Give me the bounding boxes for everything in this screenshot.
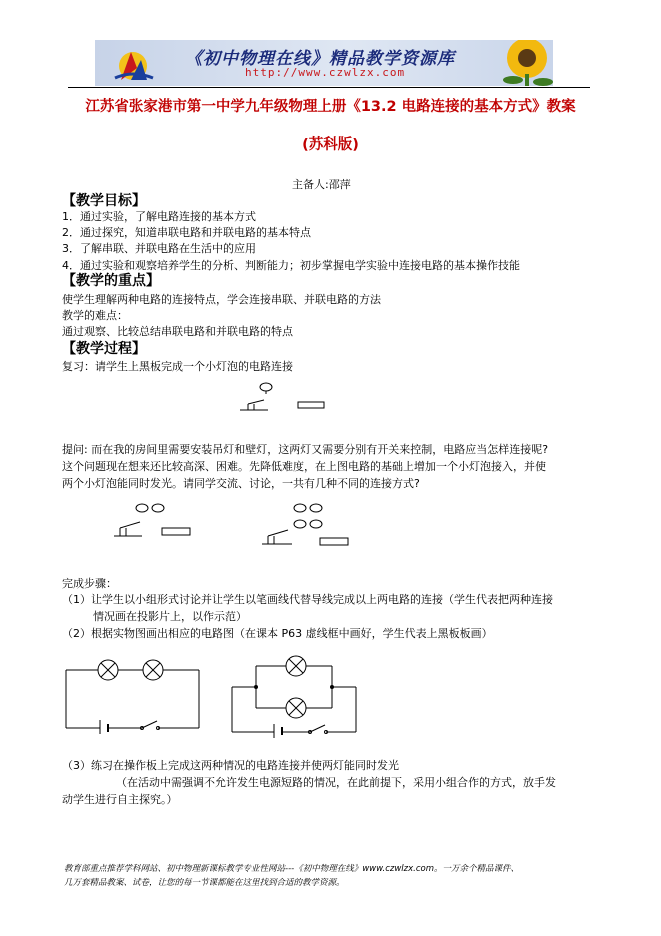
battery-icon	[162, 528, 190, 535]
bulb-icon	[136, 504, 164, 512]
objective-item-1: 1．通过实验，了解电路连接的基本方式	[62, 210, 256, 223]
parallel-circuit-diagram	[228, 654, 360, 738]
question-line-2: 这个问题现在想来还比较高深、困难。先降低难度，在上图电路的基础上增加一个小灯泡接入，并使	[62, 460, 546, 473]
switch-symbol	[141, 721, 160, 730]
key-points-heading: 【教学的重点】	[62, 273, 160, 289]
objectives-heading: 【教学目标】	[62, 193, 146, 209]
step1-line-2: 情况画在投影片上，以作示范）	[93, 610, 247, 623]
battery-icon	[320, 538, 348, 545]
bulb-icon	[294, 504, 322, 528]
junction-dot	[330, 685, 334, 689]
footer-line-2: 几万套精品教案、试卷，让您的每一节课都能在这里找到合适的教学资源。	[64, 878, 345, 888]
junction-dot	[254, 685, 258, 689]
question-line-3: 两个小灯泡能同时发光。请同学交流、讨论，一共有几种不同的连接方式?	[62, 477, 420, 490]
site-banner	[95, 40, 553, 86]
note-line-1: （在活动中需强调不允许发生电源短路的情况，在此前提下，采用小组合作的方式，放手发	[116, 776, 556, 789]
two-bulb-parallel-sketch	[258, 498, 368, 554]
switch-icon	[114, 522, 142, 536]
step2-text: （2）根据实物图画出相应的电路图（在课本 P63 虚线框中画好，学生代表上黑板板画）	[62, 627, 493, 640]
objective-item-3: 3．了解串联、并联电路在生活中的应用	[62, 242, 256, 255]
lamp-symbol	[286, 656, 306, 676]
banner-rule	[68, 87, 590, 88]
footer-line-1: 教育部重点推荐学科网站、初中物理新课标教学专业性网站---《初中物理在线》www.czwlzx.com。一万余个精品课件、	[64, 864, 520, 874]
switch-symbol	[309, 725, 328, 734]
single-bulb-sketch	[236, 378, 330, 414]
page-footer	[64, 862, 604, 890]
step1-line-1: （1）让学生以小组形式讨论并让学生以笔画线代替导线完成以上两电路的连接（学生代表把两种连接	[62, 593, 553, 606]
lamp-symbol	[98, 660, 118, 680]
battery-symbol	[274, 724, 282, 738]
bulb-icon	[260, 383, 272, 394]
lamp-symbol	[143, 660, 163, 680]
site-logo	[115, 52, 153, 80]
steps-label: 完成步骤：	[62, 577, 117, 590]
banner-title: 《初中物理在线》精品教学资源库	[185, 49, 455, 69]
author-line: 主备人:邵萍	[292, 178, 351, 191]
objective-item-2: 2．通过探究，知道串联电路和并联电路的基本特点	[62, 226, 311, 239]
review-text: 复习：请学生上黑板完成一个小灯泡的电路连接	[62, 360, 293, 373]
step3-text: （3）练习在操作板上完成这两种情况的电路连接并使两灯能同时发光	[62, 759, 399, 772]
difficulty-label: 教学的难点：	[62, 309, 128, 322]
sunflower-decoration	[503, 40, 553, 86]
battery-icon	[298, 402, 324, 408]
key-points-text: 使学生理解两种电路的连接特点，学会连接串联、并联电路的方法	[62, 293, 381, 306]
process-heading: 【教学过程】	[62, 341, 146, 357]
two-bulb-series-sketch	[110, 500, 220, 548]
document-title: 江苏省张家港市第一中学九年级物理上册《13.2 电路连接的基本方式》教案	[85, 99, 576, 115]
lamp-symbol	[286, 698, 306, 718]
switch-icon	[240, 400, 268, 410]
difficulty-text: 通过观察、比较总结串联电路和并联电路的特点	[62, 325, 293, 338]
banner-url: http://www.czwlzx.com	[245, 66, 406, 79]
note-line-2: 动学生进行自主探究。）	[62, 793, 178, 806]
switch-icon	[262, 530, 292, 544]
document-subtitle: (苏科版)	[302, 137, 359, 153]
battery-symbol	[100, 720, 108, 734]
series-circuit-diagram	[62, 652, 202, 734]
objective-item-4: 4．通过实验和观察培养学生的分析、判断能力；初步掌握电学实验中连接电路的基本操作技能	[62, 259, 520, 272]
question-line-1: 提问: 而在我的房间里需要安装吊灯和壁灯，这两灯又需要分别有开关来控制，电路应当怎样连接呢?	[62, 443, 549, 456]
